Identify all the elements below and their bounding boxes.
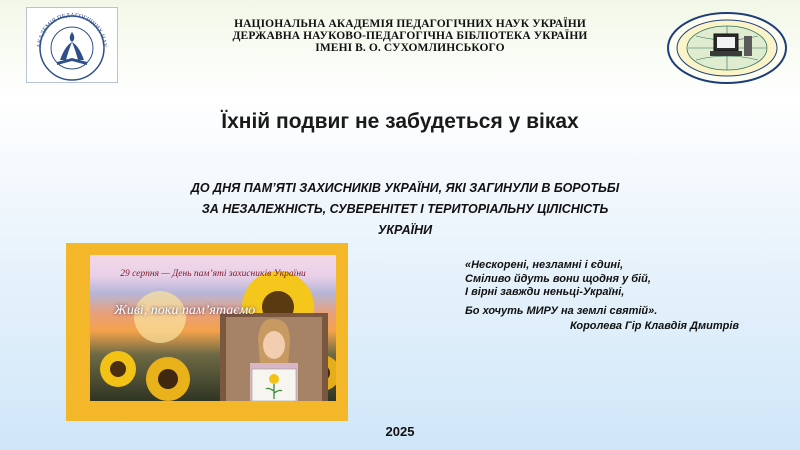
memorial-day-banner: 29 серпня — День пам’яті захисників України <box>120 269 306 279</box>
library-logo <box>666 10 788 86</box>
academy-logo-icon <box>27 8 117 82</box>
institution-header <box>200 18 620 54</box>
memorial-photo <box>90 255 336 401</box>
dedication-subtitle <box>120 178 690 241</box>
subtitle-line-2: ЗА НЕЗАЛЕЖНІСТЬ, СУВЕРЕНІТЕТ І ТЕРИТОРІАЛЬНУ ЦІЛІСНІСТЬ <box>201 202 609 216</box>
library-logo-icon <box>666 10 788 86</box>
poem-author: Королева Гір Клавдія Дмитрів <box>570 320 740 332</box>
poem-line-2: Сміливо йдуть вони щодня у бій, <box>465 272 651 285</box>
subtitle-line-3: УКРАЇНИ <box>377 223 433 237</box>
sunflower-icon <box>146 357 190 401</box>
header-line-3: ІМЕНІ В. О. СУХОМЛИНСЬКОГО <box>315 42 505 54</box>
poem-line-1: «Нескорені, незламні і єдині, <box>465 259 624 271</box>
page-title: Їхній подвиг не забудеться у віках <box>221 110 579 133</box>
sunflower-icon <box>100 351 136 387</box>
poem-line-3: І вірні завжди неньці-Україні, <box>465 286 625 298</box>
svg-text:АКАДЕМІЯ ПЕДАГОГІЧНИХ НАУК УКР <box>27 8 108 48</box>
subtitle-line-1: ДО ДНЯ ПАМ’ЯТІ ЗАХИСНИКІВ УКРАЇНИ, ЯКІ ЗАГИНУЛИ В БОРОТЬБІ <box>190 181 620 195</box>
academy-logo <box>26 7 118 83</box>
memorial-photo-frame <box>66 243 348 421</box>
poem-line-4: Бо хочуть МИРУ на землі святій». <box>465 304 658 317</box>
photo-caption: Живі, поки пам’ятаємо <box>114 303 256 318</box>
year-label: 2025 <box>385 424 415 439</box>
academy-logo-text: АКАДЕМІЯ ПЕДАГОГІЧНИХ НАУ <box>35 11 109 49</box>
poem-quote <box>465 259 785 318</box>
header-line-1: НАЦІОНАЛЬНА АКАДЕМІЯ ПЕДАГОГІЧНИХ НАУК УКРАЇНИ <box>234 18 586 30</box>
header-line-2: ДЕРЖАВНА НАУКОВО-ПЕДАГОГІЧНА БІБЛІОТЕКА УКРАЇНИ <box>232 30 588 42</box>
